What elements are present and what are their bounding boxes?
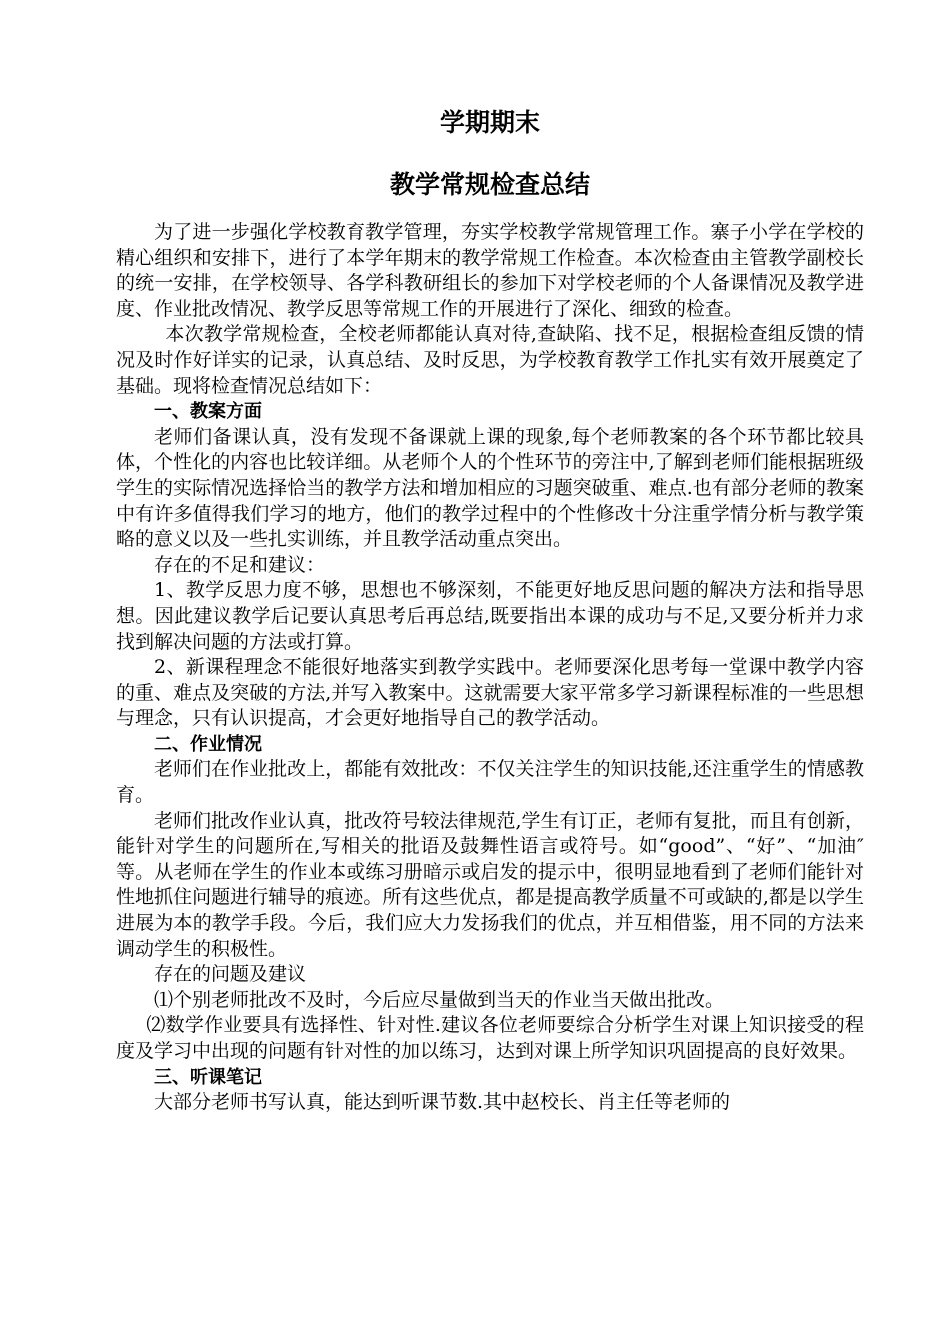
- section-heading-lesson-plans: 一、教案方面: [154, 401, 262, 423]
- section2-paragraph-1: 老师们在作业批改上，都能有效批改：不仅关注学生的知识技能,还注重学生的情感教育。: [116, 758, 864, 807]
- section2-paragraph-5: ⑵数学作业要具有选择性、针对性.建议各位老师要综合分析学生对课上知识接受的程度及学习中出现的问题有针对性的加以练习，达到对课上所学知识巩固提高的良好效果。: [116, 1014, 864, 1062]
- section2-paragraph-2: 老师们批改作业认真，批改符号较法律规范,学生有订正，老师有复批，而且有创新，能针对学生的问题所在,写相关的批语及鼓舞性语言或符号。如“good”、“好”、“加油″等。从老师在学生的作业本或练习册暗示或启发的提示中，很明显地看到了老师们能针对性地抓住问题进行辅导的痕迹。所有这些优点，都是提高教学质量不可或缺的,都是以学生进展为本的教学手段。今后，我们应大力发扬我们的优点，并互相借鉴，用不同的方法来调动学生的积极性。: [116, 809, 864, 960]
- section1-paragraph-3: 1、教学反思力度不够，思想也不够深刻，不能更好地反思问题的解决方法和指导思想。因此建议教学后记要认真思考后再总结,既要指出本课的成功与不足,又要分析并力求找到解决问题的方法或打算。: [116, 579, 864, 653]
- section2-paragraph-3: 存在的问题及建议: [154, 963, 307, 986]
- section-heading-homework: 二、作业情况: [154, 733, 262, 755]
- section2-paragraph-4: ⑴个别老师批改不及时，今后应尽量做到当天的作业当天做出批改。: [154, 988, 725, 1011]
- section-heading-lecture-notes: 三、听课笔记: [154, 1066, 262, 1088]
- document-page: [116, 100, 864, 1116]
- section1-paragraph-2: 存在的不足和建议：: [154, 553, 326, 576]
- document-title-line1: 学期期末: [439, 108, 540, 137]
- section1-paragraph-1: 老师们备课认真，没有发现不备课就上课的现象,每个老师教案的各个环节都比较具体，个性化的内容也比较详细。从老师个人的个性环节的旁注中,了解到老师们能根据班级学生的实际情况选择恰当的教学方法和增加相应的习题突破重、难点.也有部分老师的教案中有许多值得我们学习的地方，他们的教学过程中的个性修改十分注重学情分析与教学策略的意义以及一些扎实训练，并且教学活动重点突出。: [116, 425, 864, 551]
- intro-paragraph-1: 为了进一步强化学校教育教学管理，夯实学校教学常规管理工作。寨子小学在学校的精心组织和安排下，进行了本学年期末的教学常规工作检查。本次检查由主管教学副校长的统一安排，在学校领导、各学科教研组长的参加下对学校老师的个人备课情况及教学进度、作业批改情况、教学反思等常规工作的开展进行了深化、细致的检查。: [116, 221, 864, 320]
- document-title-line2: 教学常规检查总结: [389, 170, 590, 199]
- section3-paragraph-1: 大部分老师书写认真，能达到听课节数.其中赵校长、肖主任等老师的: [154, 1091, 731, 1114]
- intro-paragraph-2: 本次教学常规检查，全校老师都能认真对待,查缺陷、找不足，根据检查组反馈的情况及时作好详实的记录，认真总结、及时反思，为学校教育教学工作扎实有效开展奠定了基础。现将检查情况总结如下：: [116, 323, 864, 397]
- section1-paragraph-4: 2、新课程理念不能很好地落实到教学实践中。老师要深化思考每一堂课中教学内容的重、难点及突破的方法,并写入教案中。这就需要大家平常多学习新课程标准的一些思想与理念，只有认识提高，才会更好地指导自己的教学活动。: [116, 656, 864, 730]
